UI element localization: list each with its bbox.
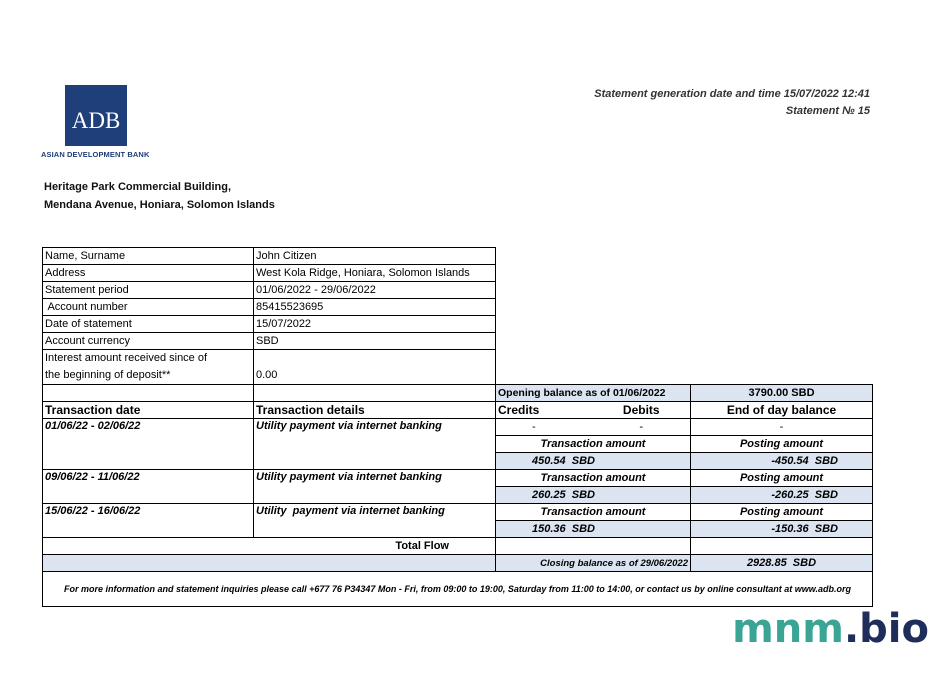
posting-amount-label: Posting amount [691,470,873,487]
posting-amount-label: Posting amount [691,436,873,453]
closing-balance-row [43,555,873,572]
transaction-date: 15/06/22 - 16/06/22 [43,504,254,538]
watermark-part1: mnm [732,606,844,652]
closing-balance-value: 2928.85 SBD [691,555,873,572]
transaction-amount: 450.54 SBD [496,453,691,470]
footer-note: For more information and statement inquiries please call +677 76 P34347 Mon - Fri, from 09:00 to 19:00, Saturday from 11:00 to 14:00, or contact us by online consultant at www.adb.org [43,572,873,607]
statement-table [42,247,873,607]
currency-label: Account currency [43,333,254,350]
address-label: Address [43,265,254,282]
debit-dash: - [593,419,691,436]
period-value: 01/06/2022 - 29/06/2022 [254,282,496,299]
watermark [732,606,929,652]
transaction-amount-label: Transaction amount [496,436,691,453]
interest-value: 0.00 [254,350,496,385]
logo-text: ADB [71,108,121,133]
transaction-details: Utility payment via internet banking [254,504,496,538]
bank-address-line1: Heritage Park Commercial Building, [44,181,232,193]
logo-subtitle: ASIAN DEVELOPMENT BANK [41,150,150,159]
col-end-of-day-balance: End of day balance [691,402,873,419]
date-label: Date of statement [43,316,254,333]
closing-balance-label: Closing balance as of 29/06/2022 [496,555,691,572]
watermark-part2: .bio [843,606,929,652]
bank-logo [65,85,127,146]
transaction-row [43,470,873,487]
credit-dash: - [496,419,593,436]
posting-amount-label: Posting amount [691,504,873,521]
total-flow-row [43,538,873,555]
transaction-amount-label: Transaction amount [496,504,691,521]
total-flow-label: Total Flow [254,538,496,555]
info-row-period [43,282,873,299]
transaction-amount-label: Transaction amount [496,470,691,487]
opening-balance-value: 3790.00 SBD [691,385,873,402]
posting-amount: -260.25 SBD [691,487,873,504]
interest-label-line2: the beginning of deposit** [45,369,171,381]
name-value: John Citizen [254,248,496,265]
opening-balance-label: Opening balance as of 01/06/2022 [496,385,691,402]
balance-dash: - [691,419,873,436]
opening-balance-row [43,385,873,402]
address-value: West Kola Ridge, Honiara, Solomon Islands [254,265,496,282]
col-credits: Credits [496,402,593,419]
transaction-details: Utility payment via internet banking [254,419,496,470]
transaction-amount: 260.25 SBD [496,487,691,504]
info-row-name [43,248,873,265]
period-label: Statement period [43,282,254,299]
currency-value: SBD [254,333,496,350]
interest-label [43,350,254,385]
col-transaction-details: Transaction details [254,402,496,419]
col-debits: Debits [593,402,691,419]
transaction-date: 09/06/22 - 11/06/22 [43,470,254,504]
column-header-row [43,402,873,419]
footer-row [43,572,873,607]
transaction-row [43,419,873,436]
bank-address-line2: Mendana Avenue, Honiara, Solomon Islands [44,199,275,211]
transaction-amount: 150.36 SBD [496,521,691,538]
posting-amount: -150.36 SBD [691,521,873,538]
transaction-details: Utility payment via internet banking [254,470,496,504]
posting-amount: -450.54 SBD [691,453,873,470]
col-transaction-date: Transaction date [43,402,254,419]
info-row-interest [43,350,873,385]
transaction-date: 01/06/22 - 02/06/22 [43,419,254,470]
transaction-row [43,504,873,521]
info-row-currency [43,333,873,350]
info-row-account [43,299,873,316]
statement-number: Statement № 15 [785,105,870,117]
info-row-date [43,316,873,333]
interest-label-line1: Interest amount received since of [45,352,208,364]
info-row-address [43,265,873,282]
account-label: Account number [43,299,254,316]
statement-generation-date: Statement generation date and time 15/07/2022 12:41 [594,88,870,100]
account-value: 85415523695 [254,299,496,316]
name-label: Name, Surname [43,248,254,265]
date-value: 15/07/2022 [254,316,496,333]
